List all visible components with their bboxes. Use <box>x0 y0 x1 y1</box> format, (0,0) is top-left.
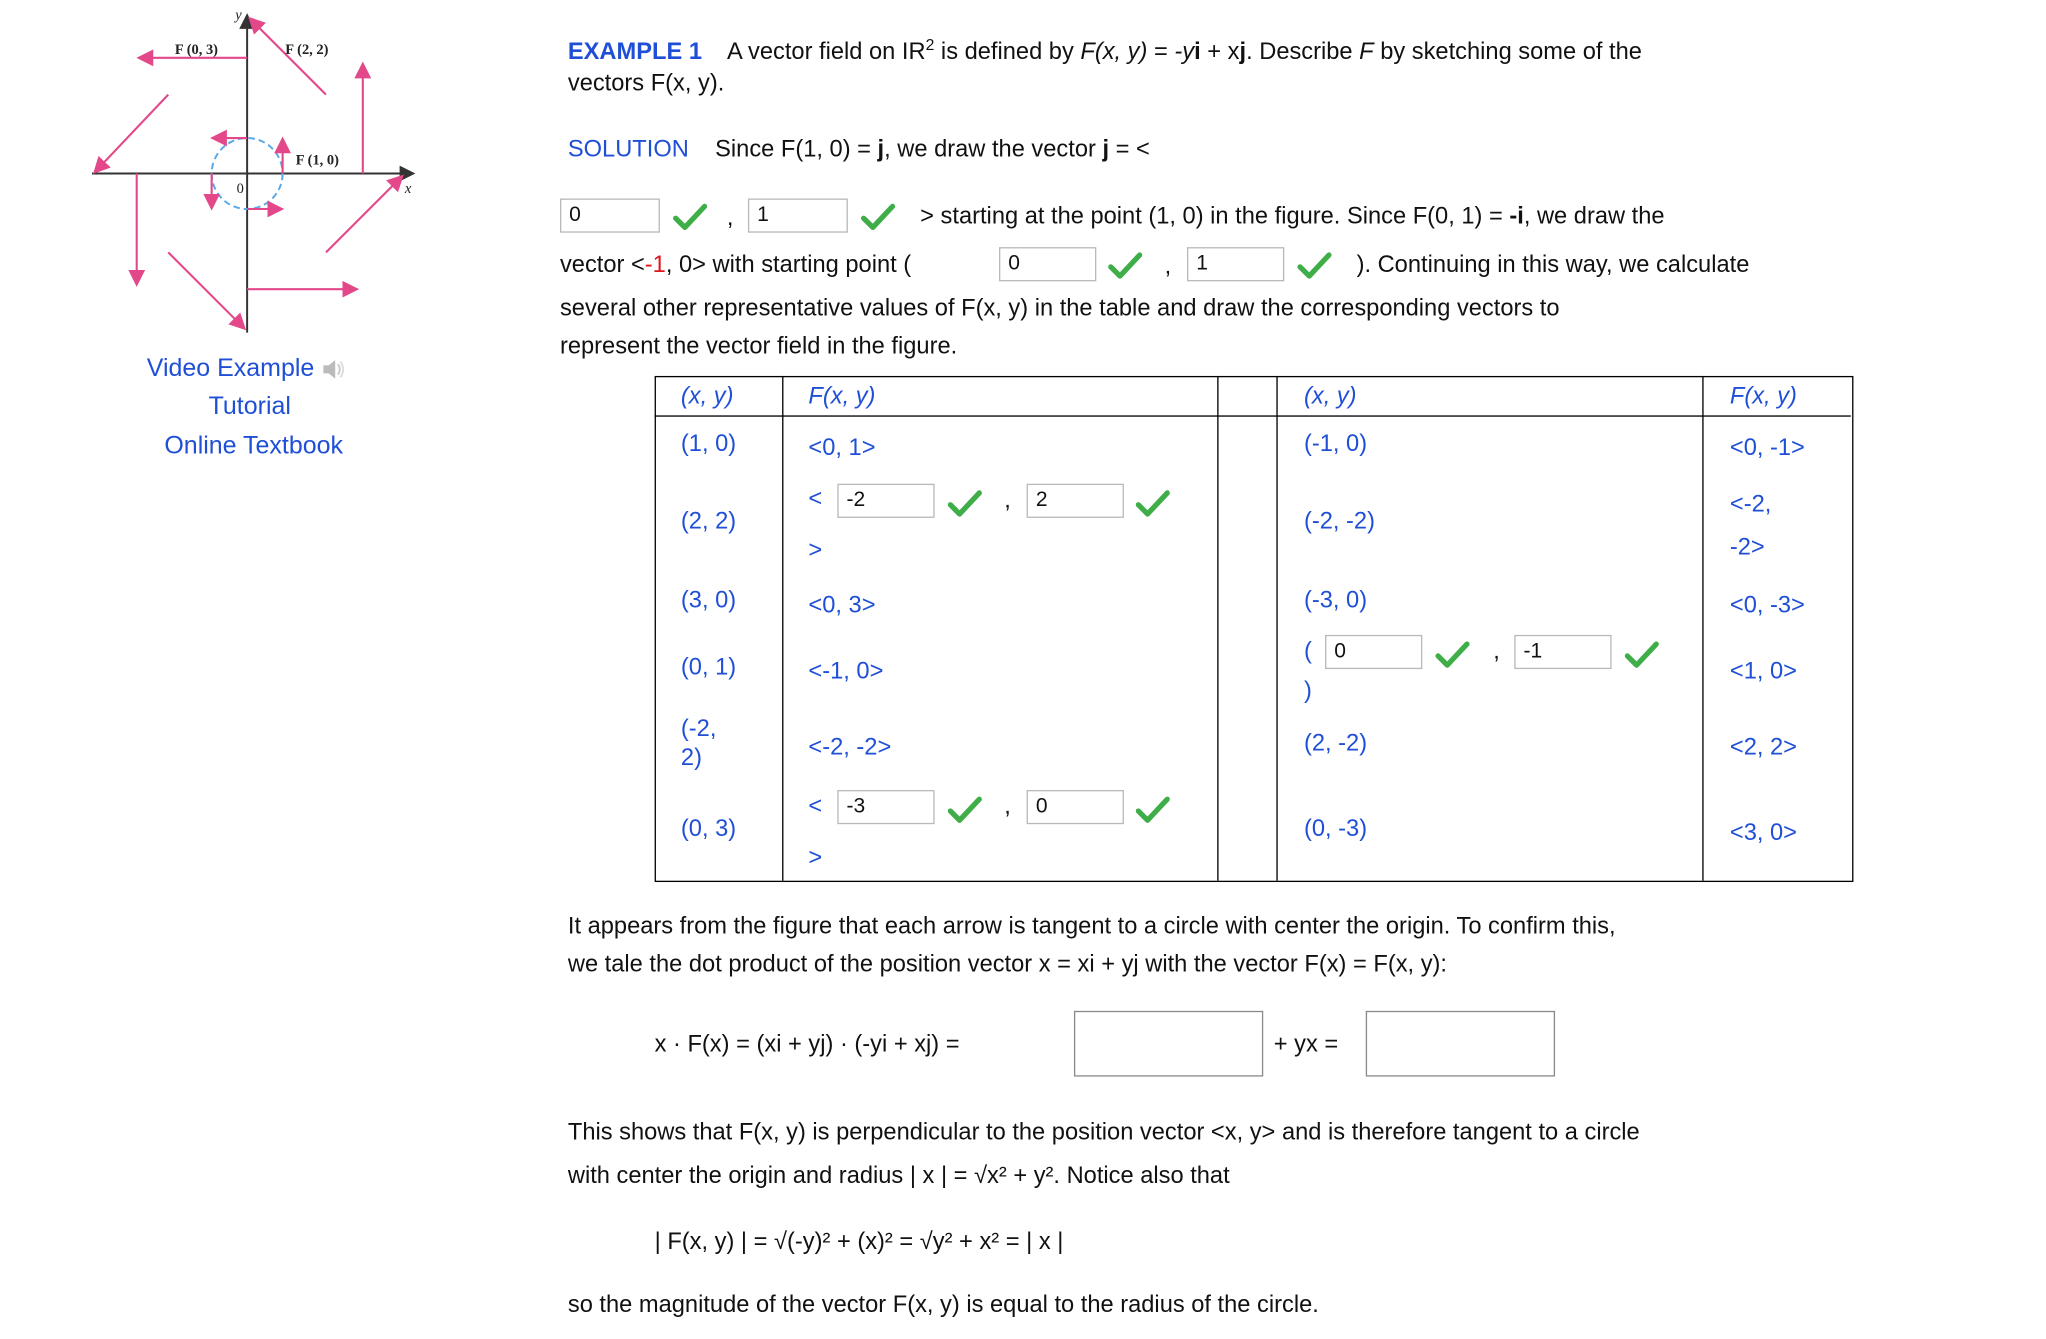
f22-y-input[interactable]: 2 <box>1027 484 1124 518</box>
table-cell-f: <3, 0> <box>1729 818 1797 846</box>
start-point-y-input[interactable]: 1 <box>1187 247 1284 281</box>
solution-line-1 <box>568 130 1883 167</box>
table-cell-xy: (3, 0) <box>680 586 737 613</box>
table-cell-xy: (0, -3) <box>1303 814 1368 842</box>
paren-open: ( <box>1303 637 1312 664</box>
conclusion-paragraph-2: with center the origin and radius | x | = √x² + y². Notice also that <box>567 1162 1230 1189</box>
table-header: F(x, y) <box>1729 382 1797 409</box>
vector-fm22 <box>96 95 168 171</box>
solution-text: vector < <box>559 251 645 278</box>
table-divider <box>1217 376 1218 881</box>
x-axis-label: x <box>404 181 412 198</box>
table-cell-f: <-1, 0> <box>808 657 884 684</box>
table-cell-xy: (-2, <box>680 715 717 742</box>
table-cell-f: -2> <box>1729 533 1765 560</box>
solution-label: SOLUTION <box>567 135 689 162</box>
field-F: F <box>1359 38 1374 65</box>
rhs-term: + x <box>1200 38 1240 65</box>
table-header: (x, y) <box>1303 382 1357 409</box>
comma: , <box>1004 792 1011 819</box>
comma: , <box>1493 637 1500 664</box>
table-cell-xy: (0, 1) <box>680 653 737 680</box>
video-example-label: Video Example <box>146 354 315 383</box>
dot-answer-b-input[interactable] <box>1366 1011 1555 1077</box>
f03-y-input[interactable]: 0 <box>1027 790 1124 824</box>
equals: = <box>1147 38 1175 65</box>
vector-field-figure <box>85 7 427 336</box>
speaker-icon <box>321 358 347 382</box>
example-text: is defined by <box>934 38 1081 65</box>
vector-f2m2 <box>326 177 401 252</box>
field-power: 2 <box>925 35 935 54</box>
f03-x-input[interactable]: -3 <box>837 790 934 824</box>
comma: , <box>726 203 734 231</box>
table-cell-f: <0, 3> <box>808 591 876 618</box>
example-line-1 <box>568 26 1883 69</box>
check-icon <box>948 489 982 518</box>
dot-answer-a-input[interactable] <box>1074 1011 1263 1077</box>
unit-j: j <box>1239 38 1247 65</box>
tutorial-link[interactable]: Tutorial <box>208 393 291 421</box>
bracket-open: < <box>808 485 823 512</box>
table-cell-xy: (-2, -2) <box>1303 507 1375 534</box>
start-point-x-input[interactable]: 0 <box>999 247 1096 281</box>
table-cell-f: <-2, -2> <box>808 733 892 760</box>
table-divider <box>782 376 783 881</box>
check-icon <box>948 795 982 824</box>
check-icon <box>1108 251 1142 280</box>
table-cell-xy: (-3, 0) <box>1303 586 1368 613</box>
table-cell-f: <1, 0> <box>1729 657 1797 684</box>
solution-text: , we draw the vector <box>884 135 1103 162</box>
example-text: by sketching some of the <box>1373 38 1642 65</box>
vector-red-value: -1 <box>644 251 666 278</box>
check-icon <box>861 202 895 231</box>
example-text: A vector field on <box>726 38 902 65</box>
table-cell-f: <-2, <box>1729 490 1772 517</box>
conclusion-paragraph-3: so the magnitude of the vector F(x, y) is equal to the radius of the circle. <box>567 1290 1319 1318</box>
check-icon <box>1136 795 1170 824</box>
solution-line-4: several other representative values of F(x, y) in the table and draw the corresponding vectors to <box>559 294 1560 321</box>
table-cell-xy: (2, 2) <box>680 507 737 534</box>
label-f03: F (0, 3) <box>174 41 219 58</box>
example-text: . Describe <box>1246 38 1360 65</box>
solution-line-3b: ). Continuing in this way, we calculate <box>1356 251 1750 278</box>
table-cell-xy: (1, 0) <box>680 429 737 457</box>
table-cell-f: <0, -1> <box>1729 433 1805 461</box>
table-cell-xy: (0, 3) <box>680 814 737 842</box>
solution-text: > starting at the point (1, 0) in the figure. Since F(0, 1) = <box>920 202 1510 229</box>
solution-text: = < <box>1109 135 1150 162</box>
unit-j: j <box>877 135 885 162</box>
table-header-divider <box>655 415 1851 416</box>
table-cell-f: <0, -3> <box>1729 591 1805 618</box>
solution-text: Since F(1, 0) = <box>715 135 878 162</box>
dot-mid: + yx = <box>1273 1030 1339 1057</box>
origin-label: 0 <box>236 181 244 198</box>
table-cell-xy: (-1, 0) <box>1303 429 1368 457</box>
conclusion-paragraph-1: This shows that F(x, y) is perpendicular to the position vector <x, y> and is therefore tangent to a circle <box>567 1118 1640 1145</box>
video-example-link[interactable] <box>116 355 379 384</box>
comma: , <box>1164 252 1172 279</box>
check-icon <box>1625 640 1659 669</box>
dot-paragraph-2: we tale the dot product of the position vector x = xi + yj with the vector F(x) = F(x, y): <box>567 950 1447 977</box>
solution-text: , 0> with starting point ( <box>665 251 912 278</box>
solution-line-3 <box>560 246 911 283</box>
vector-j-x-input[interactable]: 0 <box>560 198 660 232</box>
vector-fm2m2 <box>168 252 243 327</box>
check-icon <box>1297 251 1331 280</box>
table-cell-f: <0, 1> <box>808 433 876 461</box>
neg-pair-x-input[interactable]: 0 <box>1325 635 1422 669</box>
vector-j-y-input[interactable]: 1 <box>748 198 848 232</box>
solution-text: , we draw the <box>1523 202 1665 229</box>
table-cell-f: <2, 2> <box>1729 733 1797 760</box>
bracket-open: < <box>808 792 823 819</box>
check-icon <box>673 202 707 231</box>
example-label: EXAMPLE 1 <box>567 38 702 65</box>
field-function: F(x, y) <box>1080 38 1148 65</box>
check-icon <box>1136 489 1170 518</box>
unit-j: j <box>1102 135 1110 162</box>
unit-i: i <box>1194 38 1201 65</box>
solution-line-2 <box>920 197 1840 234</box>
table-cell-xy: (2, -2) <box>1303 729 1368 756</box>
neg-i: -i <box>1509 202 1524 229</box>
example-line-2: vectors F(x, y). <box>567 69 725 96</box>
table-header: F(x, y) <box>808 382 876 409</box>
rhs-term: -y <box>1174 38 1195 65</box>
label-f22: F (2, 2) <box>285 41 329 58</box>
paren-close: ) <box>1303 676 1312 704</box>
field-symbol: IR <box>901 38 926 65</box>
table-divider <box>1702 376 1703 881</box>
neg-pair-y-input[interactable]: -1 <box>1514 635 1611 669</box>
table-divider <box>1276 376 1277 881</box>
y-axis-label: y <box>235 7 242 24</box>
label-f10: F (1, 0) <box>295 152 339 169</box>
dot-equation: x · F(x) = (xi + yj) · (-yi + xj) = <box>654 1030 960 1057</box>
bracket-close: > <box>808 843 823 871</box>
bracket-close: > <box>808 536 823 563</box>
f22-x-input[interactable]: -2 <box>837 484 934 518</box>
magnitude-equation: | F(x, y) | = √(-y)² + (x)² = √y² + x² = | x | <box>654 1227 1064 1255</box>
check-icon <box>1435 640 1469 669</box>
solution-line-5: represent the vector field in the figure. <box>559 332 958 359</box>
dot-paragraph-1: It appears from the figure that each arrow is tangent to a circle with center the origin. To confirm this, <box>567 912 1616 939</box>
table-header: (x, y) <box>680 382 734 409</box>
comma: , <box>1004 486 1011 513</box>
online-textbook-link[interactable]: Online Textbook <box>164 432 344 461</box>
table-cell-xy: 2) <box>680 744 702 771</box>
